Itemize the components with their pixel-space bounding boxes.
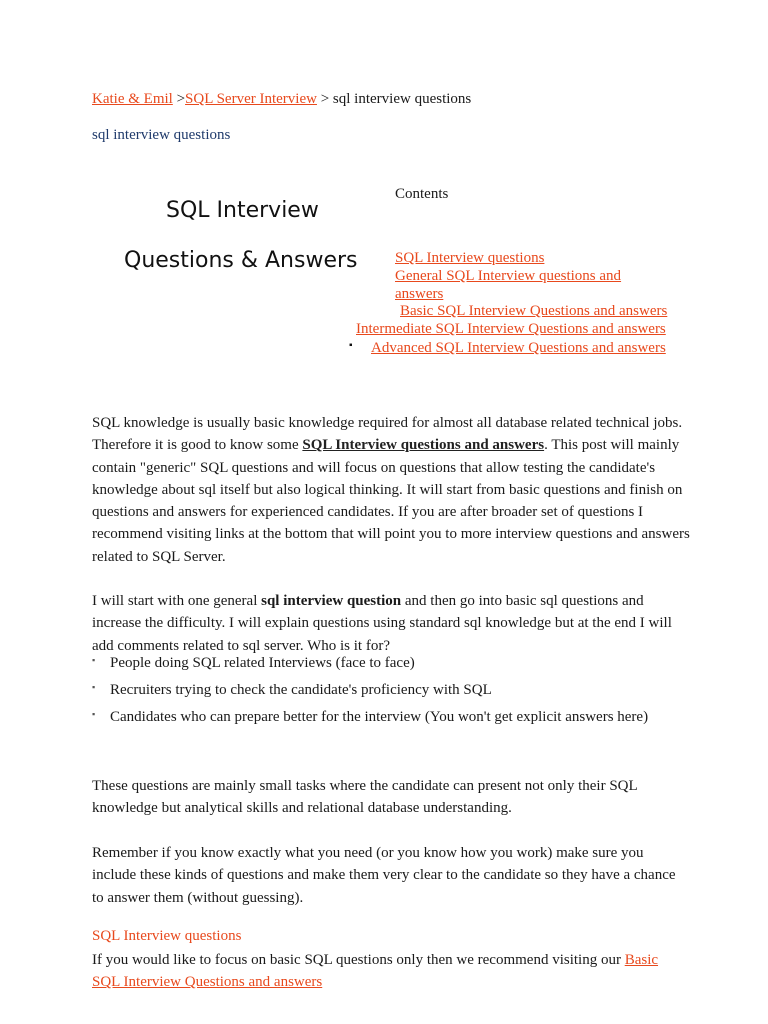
banner-line-2: Questions & Answers <box>124 248 358 273</box>
audience-paragraph <box>92 590 690 657</box>
intro-text-2: . This post will mainly contain "generic" SQL questions and will focus on questions that allow testing the candidate's knowledge about sql itself but also logical thinking. It will start from basic questions and finish on questions and answers for experienced candidates. If you are after broader set of questions I recommend visiting links at the bottom that will point you to more interview questions and answers related to SQL Server. <box>92 437 690 565</box>
toc-link-advanced[interactable]: Advanced SQL Interview Questions and answers <box>371 340 666 356</box>
page-subtitle: sql interview questions <box>92 127 231 143</box>
toc-link-intermediate[interactable]: Intermediate SQL Interview Questions and answers <box>356 321 666 337</box>
toc-bullet: ▪ <box>349 340 353 351</box>
intro-text-1: SQL knowledge is usually basic knowledge required for almost all database related technical jobs. Therefore it is good to know some <box>92 415 683 454</box>
breadcrumb-separator: > <box>316 91 333 107</box>
breadcrumb <box>92 91 471 108</box>
remember-paragraph: Remember if you know exactly what you need (or you know how you work) make sure you include these kinds of questions and make them very clear to the candidate so they have a chance to answer them (without guessing). <box>92 845 676 906</box>
toc-link-sql-interview-questions[interactable]: SQL Interview questions <box>395 250 545 266</box>
breadcrumb-current: sql interview questions <box>332 91 472 107</box>
bold-phrase: sql interview question <box>261 593 402 609</box>
contents-heading: Contents <box>395 186 449 202</box>
breadcrumb-separator: > <box>172 91 186 107</box>
breadcrumb-home-link[interactable]: Katie & Emil <box>92 91 173 107</box>
tasks-paragraph: These questions are mainly small tasks where the candidate can present not only their SQL knowledge but analytical skills and relational database understanding. <box>92 778 638 817</box>
list-item-text: Recruiters trying to check the candidate's proficiency with SQL <box>110 682 492 698</box>
basic-text: If you would like to focus on basic SQL questions only then we recommend visiting our <box>92 952 625 968</box>
banner-line-1: SQL Interview <box>166 198 319 223</box>
intro-paragraph <box>92 412 690 568</box>
toc-link-general[interactable]: General SQL Interview questions and answers <box>395 268 622 302</box>
toc-link-basic[interactable]: Basic SQL Interview Questions and answers <box>400 303 668 319</box>
list-item-text: People doing SQL related Interviews (face to face) <box>110 655 415 671</box>
audience-text-1: I will start with one general <box>92 593 262 609</box>
basic-questions-link[interactable]: Basic SQL Interview Questions and answers <box>92 952 659 991</box>
audience-text-2: and then go into basic sql questions and increase the difficulty. I will explain questions using standard sql knowledge but at the end I will add comments related to sql server. Who is it for? <box>92 593 672 654</box>
breadcrumb-section-link[interactable]: SQL Server Interview <box>185 91 317 107</box>
bullet-marker: ▪ <box>92 682 96 692</box>
bullet-marker: ▪ <box>92 709 96 719</box>
bullet-marker: ▪ <box>92 655 96 665</box>
section-heading: SQL Interview questions <box>92 928 242 944</box>
list-item-text: Candidates who can prepare better for the interview (You won't get explicit answers here) <box>110 709 649 725</box>
basic-paragraph <box>92 949 690 994</box>
sql-qa-link[interactable]: SQL Interview questions and answers <box>302 437 545 454</box>
